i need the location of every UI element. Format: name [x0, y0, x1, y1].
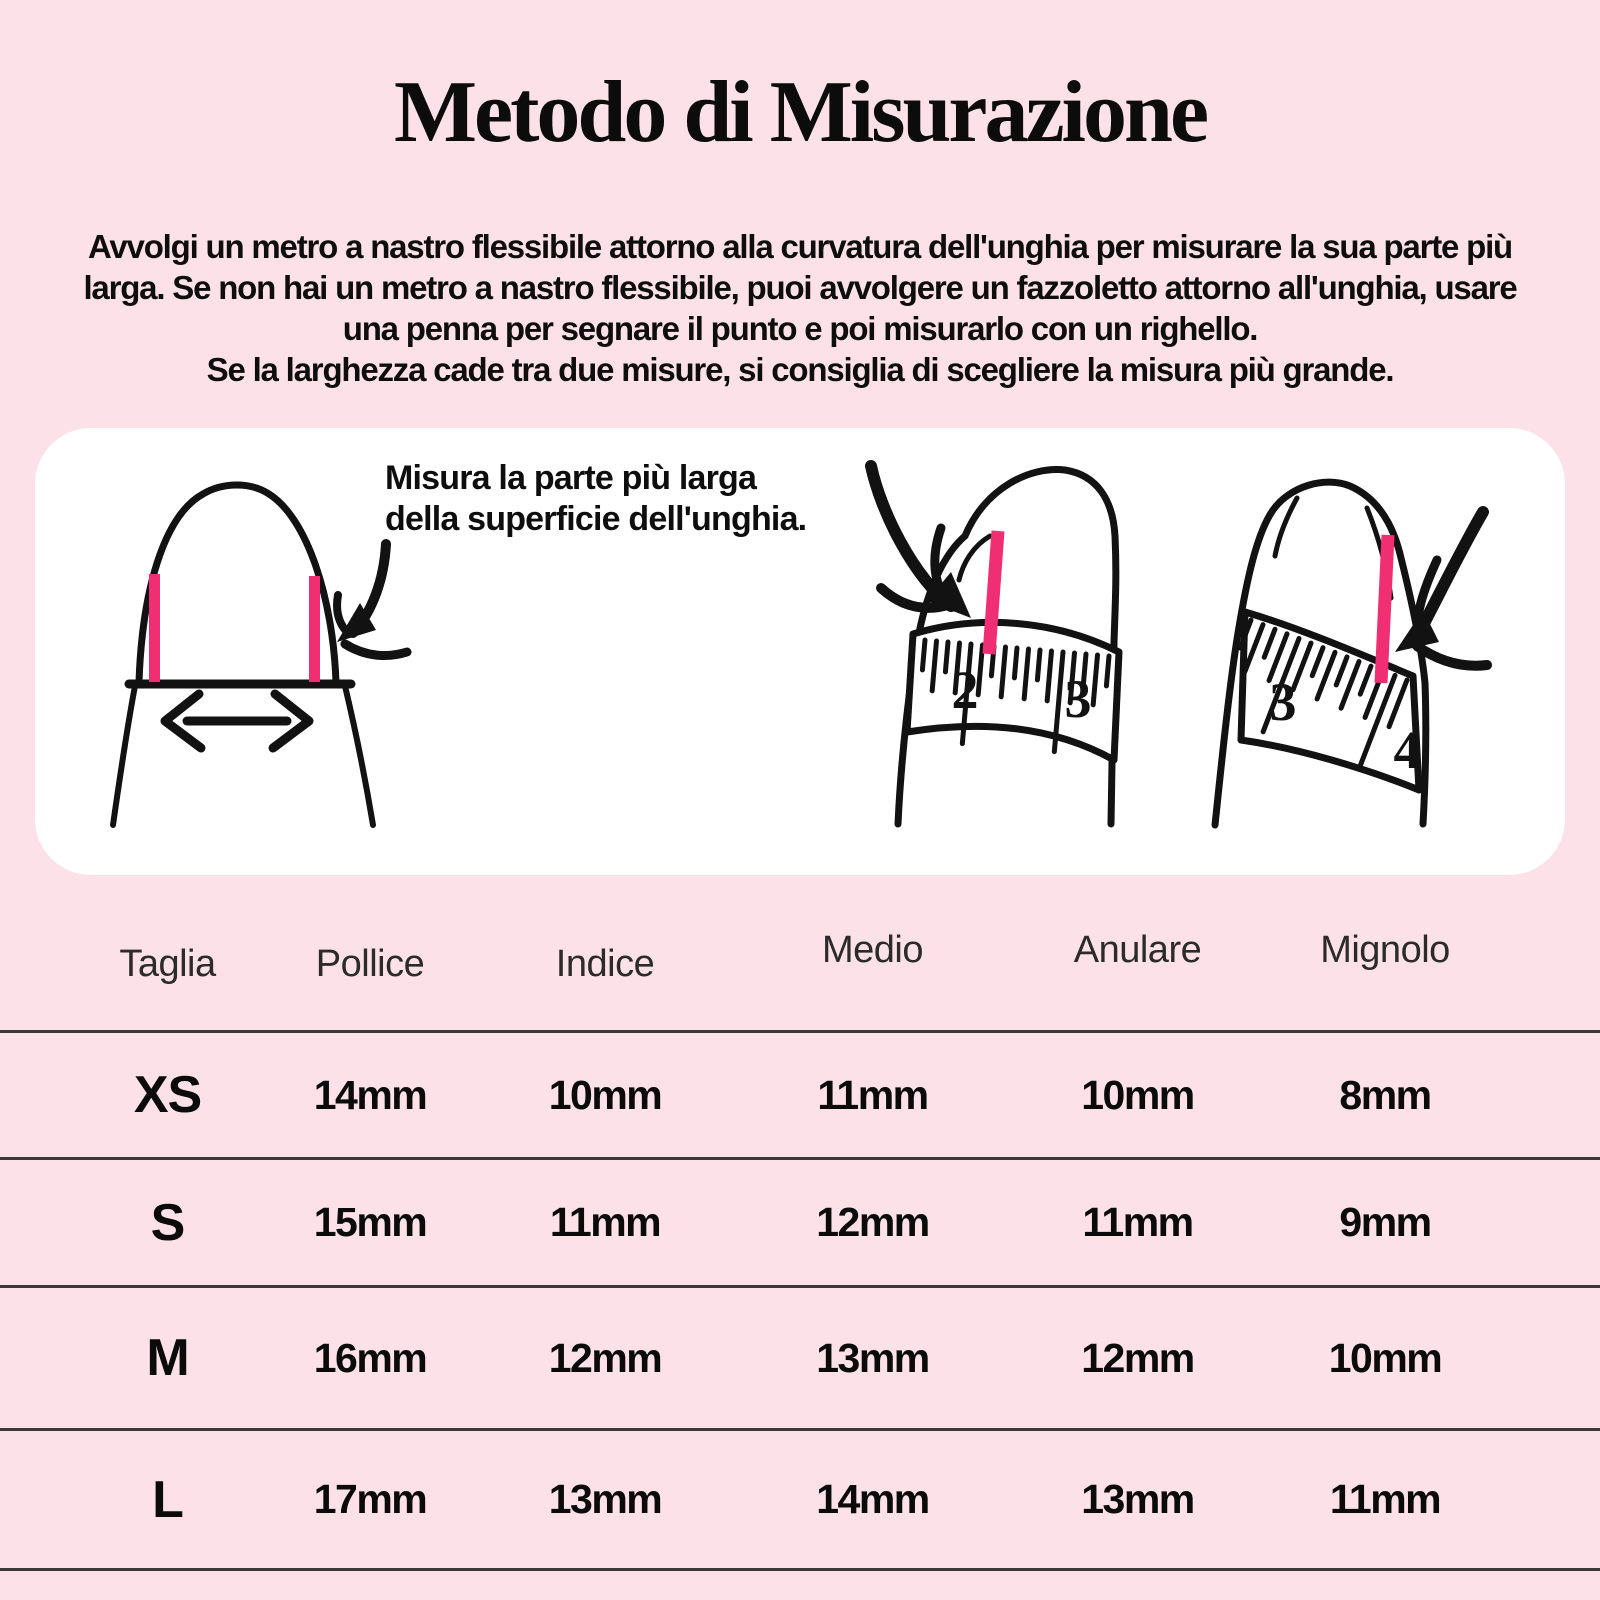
pink-measure-line: [309, 576, 320, 682]
measurement-diagram-panel: [35, 428, 1565, 875]
value-cell: 11mm: [1329, 1476, 1441, 1522]
size-cell: XS: [133, 1066, 202, 1124]
size-table: [0, 1030, 1600, 1571]
value-cell: 12mm: [1081, 1334, 1194, 1381]
table-row: [0, 1428, 1600, 1571]
tape-number: 3: [1064, 669, 1092, 729]
table-row: [0, 1157, 1600, 1285]
instruction-line: larga. Se non hai un metro a nastro flessibile, puoi avvolgere un fazzoletto attorno all'unghia, usare: [83, 269, 1517, 306]
tape-number: 3: [1269, 672, 1297, 732]
instruction-line: Se la larghezza cade tra due misure, si consiglia di scegliere la misura più grande.: [206, 351, 1394, 388]
value-cell: 12mm: [548, 1334, 662, 1381]
value-cell: 16mm: [313, 1334, 427, 1381]
right-finger-illustration: [1215, 482, 1487, 825]
double-arrow-icon: [165, 694, 309, 748]
page-title: Metodo di Misurazione: [393, 64, 1206, 161]
value-cell: 10mm: [548, 1071, 662, 1118]
column-header-taglia: Taglia: [119, 942, 216, 985]
value-cell: 9mm: [1339, 1199, 1431, 1245]
value-cell: 8mm: [1339, 1071, 1431, 1118]
value-cell: 14mm: [816, 1476, 929, 1522]
diagram-caption: [385, 458, 806, 540]
instruction-line: Avvolgi un metro a nastro flessibile attorno alla curvatura dell'unghia per misurare la sua parte più: [88, 228, 1512, 265]
column-header-indice: Indice: [555, 942, 655, 985]
column-header-medio: Medio: [822, 928, 923, 971]
value-cell: 17mm: [313, 1476, 427, 1522]
tape-number: 4: [1393, 720, 1421, 780]
caption-line: della superficie dell'unghia.: [385, 500, 807, 538]
value-cell: 10mm: [1328, 1334, 1442, 1381]
value-cell: 13mm: [548, 1476, 662, 1522]
value-cell: 14mm: [313, 1071, 427, 1118]
curved-arrow-icon: [337, 544, 407, 656]
value-cell: 13mm: [1081, 1476, 1194, 1522]
value-cell: 11mm: [817, 1071, 928, 1118]
table-row: [0, 1285, 1600, 1428]
pink-measure-line: [149, 574, 160, 682]
value-cell: 11mm: [549, 1199, 661, 1245]
instruction-line: una penna per segnare il punto e poi misurarlo con un righello.: [342, 310, 1258, 347]
value-cell: 15mm: [313, 1199, 427, 1245]
column-header-anulare: Anulare: [1073, 928, 1202, 971]
value-cell: 13mm: [816, 1334, 929, 1381]
column-header-pollice: Pollice: [315, 942, 425, 985]
pink-measure-line: [1381, 535, 1388, 683]
ruler-tape: [1241, 612, 1419, 790]
size-cell: S: [150, 1193, 185, 1252]
caption-line: Misura la parte più larga: [385, 459, 757, 497]
value-cell: 11mm: [1082, 1199, 1193, 1245]
value-cell: 10mm: [1081, 1071, 1194, 1118]
pink-measure-line: [989, 531, 998, 654]
size-cell: M: [146, 1329, 189, 1387]
column-header-mignolo: Mignolo: [1320, 928, 1450, 971]
size-cell: L: [152, 1470, 183, 1529]
measuring-instructions: [20, 226, 1580, 390]
tape-number: 2: [951, 660, 979, 720]
size-table-header: [0, 912, 1600, 1016]
middle-finger-illustration: [871, 466, 1119, 824]
table-row: [0, 1030, 1600, 1157]
value-cell: 12mm: [816, 1199, 929, 1245]
